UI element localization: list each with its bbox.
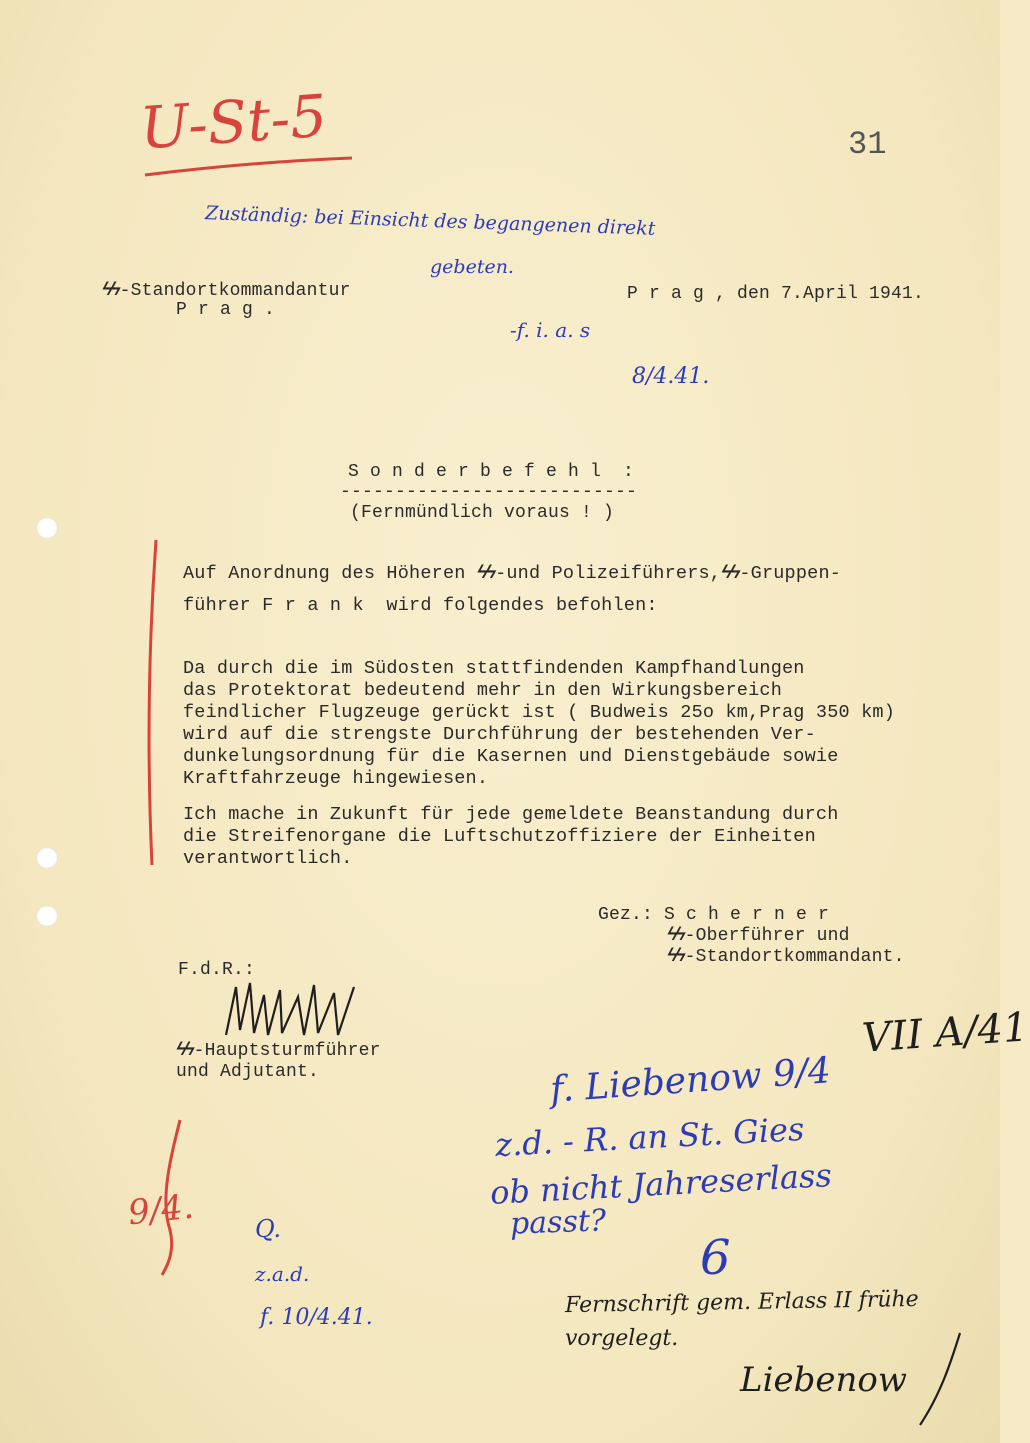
signer-rank-1: ϟϟ -Oberführer und [667, 926, 850, 946]
page-number: 31 [848, 126, 887, 163]
file-reference: VII A/41 [860, 1004, 1030, 1062]
punch-hole-bottom [36, 905, 58, 927]
bottom-signature-flourish [890, 1325, 970, 1435]
sender-line-2: P r a g . [176, 300, 276, 320]
red-margin-line [140, 535, 170, 875]
fdr-label: F.d.R.: [178, 960, 256, 980]
heading-underline: --------------------------- [340, 482, 638, 502]
handwritten-line-4: passt? [509, 1203, 607, 1242]
red-date: 9/4. [126, 1186, 196, 1234]
handwritten-line-5: Fernschrift gem. Erlass II frühe [564, 1286, 919, 1319]
red-registry-mark: U-St-5 [137, 81, 330, 163]
handwritten-number: 6 [700, 1230, 731, 1286]
handwritten-line-1: f. Liebenow 9/4 [548, 1050, 833, 1111]
handwritten-line-3: ob nicht Jahreserlass [489, 1156, 833, 1212]
handwritten-line-6: vorgelegt. [565, 1326, 679, 1351]
adjutant-rank-1: ϟϟ -Hauptsturmführer [176, 1041, 381, 1061]
paragraph-1-line: das Protektorat bedeutend mehr in den Wirkungsbereich [183, 680, 782, 701]
blue-bottom-date: f. 10/4.41. [260, 1305, 373, 1330]
paragraph-1-line: wird auf die strengste Durchführung der bestehenden Ver- [183, 724, 816, 745]
heading-subtitle: (Fernmündlich voraus ! ) [350, 503, 615, 523]
blue-handwritten-note-line2: gebeten. [430, 256, 514, 278]
blue-initials: -f. i. a. s [510, 318, 591, 342]
signed-by: Gez.: S c h e r n e r [598, 905, 830, 925]
handwritten-line-2: z.d. - R. an St. Gies [494, 1109, 806, 1165]
adjutant-signature [218, 975, 368, 1045]
red-registry-underline [140, 150, 360, 180]
paragraph-1-line: Kraftfahrzeuge hingewiesen. [183, 768, 489, 789]
blue-zad: z.a.d. [255, 1262, 310, 1286]
intro-line-1: Auf Anordnung des Höheren ϟϟ -und Polizeiführers,ϟϟ -Gruppen- [183, 563, 842, 584]
punch-hole-top [36, 517, 58, 539]
blue-handwritten-note-line1: Zuständig: bei Einsicht des begangenen direkt [204, 202, 656, 240]
sender-line-1: ϟϟ -Standortkommandantur [102, 281, 351, 301]
paragraph-2-line: verantwortlich. [183, 848, 353, 869]
paragraph-1-line: feindlicher Flugzeuge gerückt ist ( Budweis 25o km,Prag 350 km) [183, 702, 896, 723]
bottom-signature: Liebenow [740, 1360, 907, 1400]
intro-line-2: führer F r a n k wird folgendes befohlen: [183, 595, 658, 616]
paragraph-1-line: dunkelungsordnung für die Kasernen und Dienstgebäude sowie [183, 746, 839, 767]
paragraph-2-line: Ich mache in Zukunft für jede gemeldete Beanstandung durch [183, 804, 839, 825]
signer-rank-2: ϟϟ -Standortkommandant. [667, 947, 905, 967]
adjutant-rank-2: und Adjutant. [176, 1062, 320, 1082]
blue-initial-q: Q. [255, 1215, 282, 1243]
place-and-date: P r a g , den 7.April 1941. [627, 284, 925, 304]
punch-hole-middle [36, 847, 58, 869]
paragraph-2-line: die Streifenorgane die Luftschutzoffiziere der Einheiten [183, 826, 816, 847]
paragraph-1-line: Da durch die im Südosten stattfindenden Kampfhandlungen [183, 658, 805, 679]
blue-date: 8/4.41. [632, 364, 710, 389]
document-heading: S o n d e r b e f e h l : [348, 462, 635, 482]
